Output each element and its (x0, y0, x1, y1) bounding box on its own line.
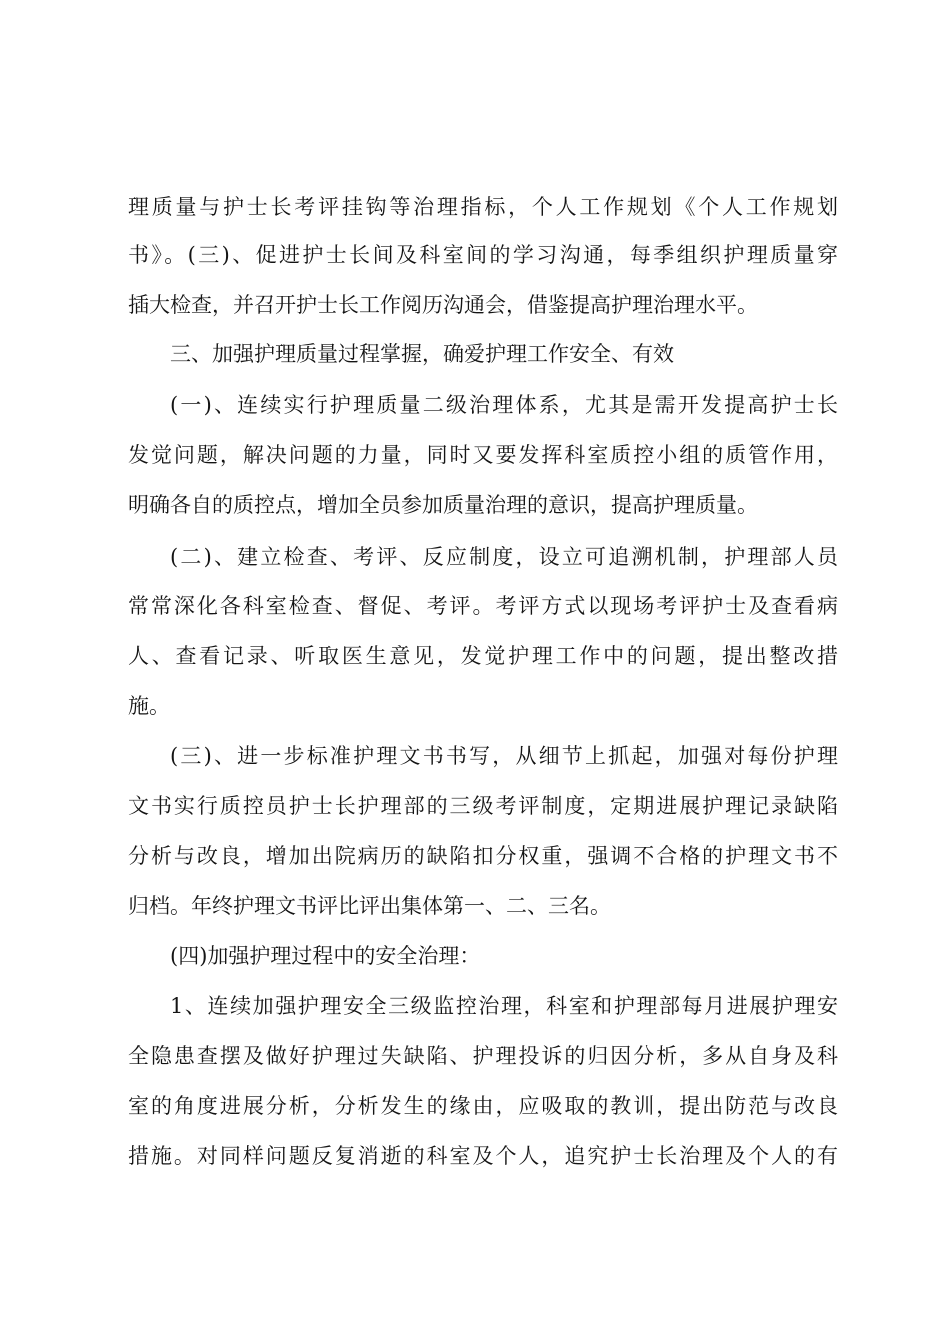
body-text-line: 归档。年终护理文书评比评出集体第一、二、三名。 (128, 894, 611, 918)
body-text-line: 明确各自的质控点，增加全员参加质量治理的意识，提高护理质量。 (128, 493, 758, 517)
body-text-line: 1、连续加强护理安全三级监控治理，科室和护理部每月进展护理安 (170, 994, 838, 1018)
body-text-line: 全隐患查摆及做好护理过失缺陷、护理投诉的归因分析，多从自身及科 (128, 1044, 838, 1068)
body-text-line: 插大检查，并召开护士长工作阅历沟通会，借鉴提高护理治理水平。 (128, 293, 758, 317)
body-text-line: 分析与改良，增加出院病历的缺陷扣分权重，强调不合格的护理文书不 (128, 844, 838, 868)
body-text-line: (二)、建立检查、考评、反应制度，设立可追溯机制，护理部人员 (170, 545, 838, 569)
body-text-line: 常常深化各科室检查、督促、考评。考评方式以现场考评护士及查看病 (128, 594, 838, 618)
body-text-line: (一)、连续实行护理质量二级治理体系，尤其是需开发提高护士长 (170, 393, 838, 417)
section-heading: 三、加强护理质量过程掌握，确爱护理工作安全、有效 (170, 342, 674, 366)
body-text-line: 发觉问题，解决问题的力量，同时又要发挥科室质控小组的质管作用， (128, 443, 838, 467)
subsection-heading: (四)加强护理过程中的安全治理： (170, 944, 481, 968)
body-text-line: 室的角度进展分析，分析发生的缘由，应吸取的教训，提出防范与改良 (128, 1094, 838, 1118)
body-text-line: 理质量与护士长考评挂钩等治理指标，个人工作规划《个人工作规划 (128, 195, 838, 219)
body-text-line: 人、查看记录、听取医生意见，发觉护理工作中的问题，提出整改措 (128, 644, 838, 668)
body-text-line: 书》。(三)、促进护士长间及科室间的学习沟通，每季组织护理质量穿 (128, 243, 838, 267)
body-text-line: 施。 (128, 694, 170, 718)
body-text-line: 措施。对同样问题反复消逝的科室及个人，追究护士长治理及个人的有 (128, 1144, 838, 1168)
body-text-line: (三)、进一步标准护理文书书写，从细节上抓起，加强对每份护理 (170, 744, 838, 768)
body-text-line: 文书实行质控员护士长护理部的三级考评制度，定期进展护理记录缺陷 (128, 794, 838, 818)
